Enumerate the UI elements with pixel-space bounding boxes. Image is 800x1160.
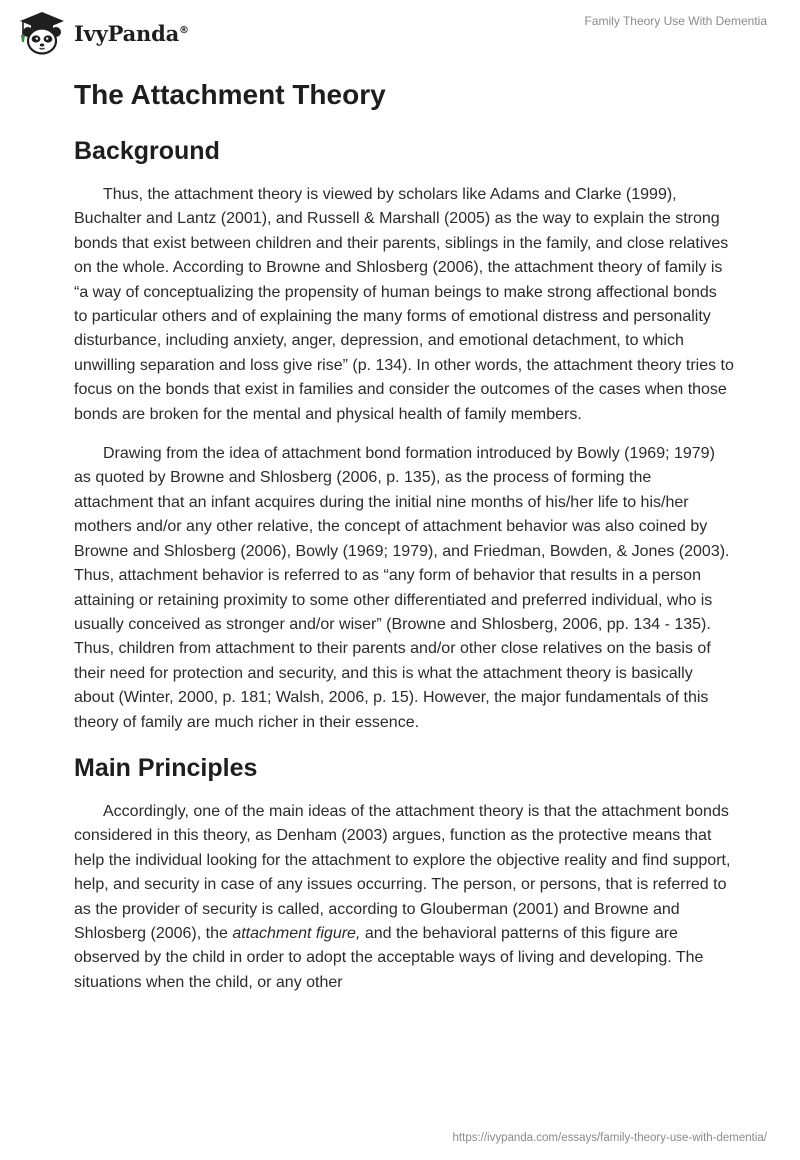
document-title: Family Theory Use With Dementia [584, 14, 767, 28]
page-title: The Attachment Theory [74, 79, 386, 110]
brand-name: IvyPanda® [74, 20, 189, 46]
page-header [0, 0, 800, 70]
paragraph-text-segment: and the behavioral patterns of this figure are observed by the child in order to adopt the acceptable ways of living and developing. The situations when the child, or any other [74, 924, 704, 991]
section-heading-background: Background [74, 137, 220, 165]
paragraph-background-2: Drawing from the idea of attachment bond formation introduced by Bowly (1969; 1979) as quoted by Browne and Shlosberg (2006, p. 135), as the process of forming the attachment that an infant acquires during the initial nine months of his/her life to his/her mothers and/or any other relative, the concept of attachment behavior was also coined by Browne and Shlosberg (2006), Bowly (1969; 1979), and Friedman, Bowden, & Jones (2003). Thus, attachment behavior is referred to as “any form of behavior that results in a person attaining or retaining proximity to some other differentiated and preferred individual, who is usually conceived as stronger and/or wiser” (Browne and Shlosberg, 2006, pp. 134 - 135). Thus, children from attachment to their parents and/or other close relatives on the basis of their need for protection and security, and this is what the attachment theory is basically about (Winter, 2000, p. 181; Walsh, 2006, p. 15). However, the major fundamentals of this theory of family are much richer in their essence. [74, 445, 730, 731]
paragraph-main-principles-1 [74, 800, 734, 995]
panda-graduate-icon [14, 8, 70, 58]
ivypanda-logo[interactable] [14, 8, 189, 58]
paragraph-background-1: Thus, the attachment theory is viewed by scholars like Adams and Clarke (1999), Buchalter and Lantz (2001), and Russell & Marshall (2005) as the way to explain the strong bonds that exist between children and their parents, siblings in the family, and close relatives on the whole. According to Browne and Shlosberg (2006), the attachment theory of family is “a way of conceptualizing the propensity of human beings to make strong affectional bonds to particular others and of explaining the many forms of emotional distress and personality disturbance, including anxiety, anger, depression, and emotional detachment, to which unwilling separation and loss give rise” (p. 134). In other words, the attachment theory tries to focus on the bonds that exist in families and consider the outcomes of the cases when those bonds are broken for the mental and physical health of family members. [74, 186, 734, 423]
section-heading-main-principles: Main Principles [74, 753, 258, 782]
article-body [74, 68, 734, 995]
source-url[interactable]: https://ivypanda.com/essays/family-theory-use-with-dementia/ [452, 1132, 767, 1144]
emphasized-term: attachment figure, [232, 924, 361, 942]
registered-mark: ® [179, 24, 189, 36]
paragraph-text-segment: Accordingly, one of the main ideas of the attachment theory is that the attachment bonds considered in this theory, as Denham (2003) argues, function as the protective means that help the individual looking for the attachment to explore the objective reality and find support, help, and security in case of any issues occurring. The person, or persons, that is referred to as the provider of security is called, according to Glouberman (2001) and Browne and Shlosberg (2006), the [74, 802, 731, 942]
